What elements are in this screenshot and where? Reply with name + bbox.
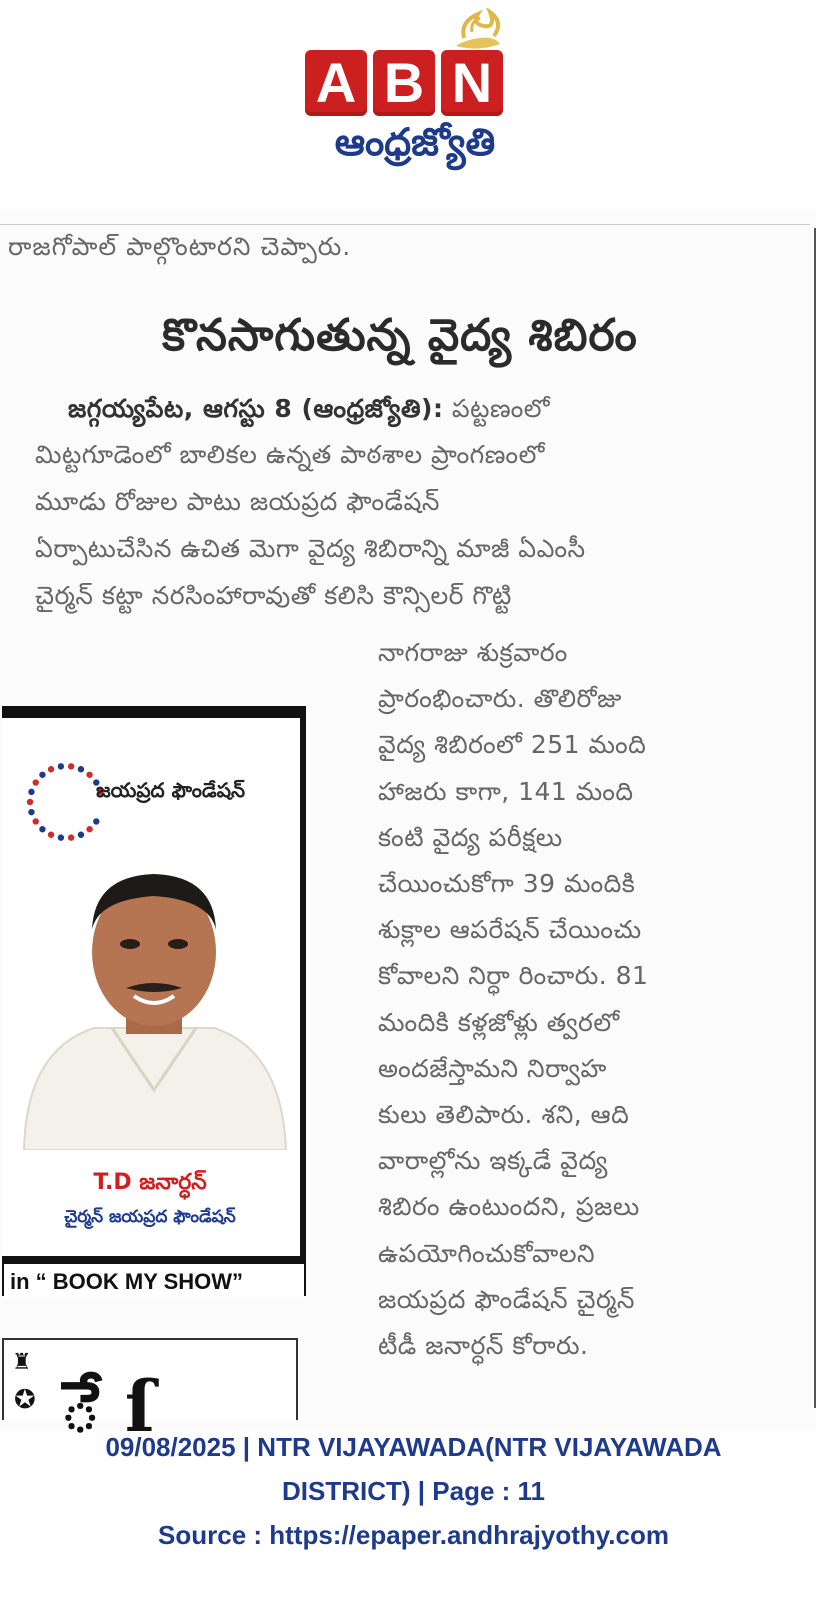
article-column-line: హాజరు కాగా, 141 మంది [378, 777, 634, 806]
article-column-line: ఉపయోగించుకోవాలని [378, 1239, 596, 1268]
logo-dot [27, 799, 33, 805]
article-column-line: అందజేస్తామని నిర్వాహ [378, 1054, 607, 1083]
logo-dot [28, 789, 34, 795]
star-badge-icon: ✪ [14, 1385, 36, 1415]
logo-dot [86, 772, 92, 778]
article-column-line: వారాల్లోను ఇక్కడే వైద్య [378, 1146, 608, 1175]
chairman-portrait-icon [14, 860, 294, 1150]
article-line: చైర్మన్ కట్టా నరసింహారావుతో కలిసి కౌన్సిలర్ గొట్టి [35, 581, 512, 610]
bookmyshow-strip: in “ BOOK MY SHOW” [4, 1262, 304, 1298]
clipping-top-edge [0, 224, 810, 225]
article-column-line: కంటి వైద్య పరీక్షలు [378, 823, 563, 852]
lamp-flame-icon [450, 8, 506, 52]
logo-dot [58, 763, 64, 769]
clipping-right-edge [814, 228, 816, 1408]
logo-dot [78, 832, 84, 838]
logo-dot [33, 818, 39, 824]
article-column-line: కోవాలని నిర్ధా రించారు. 81 [378, 961, 649, 990]
article-line: ఏర్పాటుచేసిన ఉచిత మెగా వైద్య శిబిరాన్ని మాజీ ఏఎంసీ [35, 534, 586, 563]
advert-foundation-name: జయప్రద ఫౌండేషన్ [96, 778, 246, 802]
logo-dot [86, 826, 92, 832]
footer-date-edition: 09/08/2025 | NTR VIJAYAWADA(NTR VIJAYAWADA [105, 1432, 722, 1462]
second-advert-lettering: ే ſ [60, 1365, 155, 1448]
article-column-line: జయప్రద ఫౌండేషన్ చైర్మన్ [378, 1285, 635, 1314]
article-column-line: చేయించుకోగా 39 మందికి [378, 869, 636, 898]
logo-dot [68, 834, 74, 840]
logo-letter-n: N [441, 50, 503, 116]
article-first-line-rest: పట్టణంలో [451, 394, 551, 423]
article-first-line [68, 394, 550, 430]
article-headline: కొనసాగుతున్న వైద్య శిబిరం [162, 310, 638, 361]
logo-dot [39, 772, 45, 778]
advert-person-name: T.D జనార్ధన్ [93, 1170, 207, 1195]
article-line: మూడు రోజుల పాటు జయప్రద ఫౌండేషన్ [35, 487, 440, 516]
footer-district-page: DISTRICT) | Page : 11 [282, 1476, 545, 1506]
article-column-line: కులు తెలిపారు. శని, ఆది [378, 1100, 630, 1129]
article-column-line: మందికి కళ్లజోళ్లు త్వరలో [378, 1008, 620, 1037]
logo-dot [33, 779, 39, 785]
logo-dot [58, 834, 64, 840]
logo-dot [78, 766, 84, 772]
logo-dot [93, 818, 99, 824]
article-dateline: జగ్గయ్యపేట, ఆగస్టు 8 (ఆంధ్రజ్యోతి): [68, 394, 444, 423]
previous-article-line: రాజగోపాల్ పాల్గొంటారని చెప్పారు. [8, 232, 352, 261]
logo-letter-b: B [373, 50, 435, 116]
article-column-line: శిబిరం ఉంటుందని, ప్రజలు [378, 1192, 640, 1221]
article-line: మిట్టగూడెంలో బాలికల ఉన్నత పాఠశాల ప్రాంగణంలో [35, 440, 545, 469]
article-column-line: టీడీ జనార్ధన్ కోరారు. [378, 1331, 589, 1360]
article-column-line: నాగరాజు శుక్రవారం [378, 638, 568, 667]
masthead-logo [300, 8, 530, 183]
chess-rook-icon: ♜ [12, 1350, 32, 1375]
logo-dot [39, 826, 45, 832]
logo-dot [48, 832, 54, 838]
article-column-line: శుక్లాల ఆపరేషన్ చేయించు [378, 915, 642, 944]
logo-dot [48, 766, 54, 772]
advert-person-title: చైర్మన్ జయప్రద ఫౌండేషన్ [64, 1207, 236, 1227]
masthead-subtitle: ఆంధ్రజ్యోతి [334, 120, 496, 164]
article-column-line: వైద్య శిబిరంలో 251 మంది [378, 730, 647, 759]
logo-dot [68, 763, 74, 769]
footer-source-link[interactable]: Source : https://epaper.andhrajyothy.com [158, 1520, 669, 1550]
logo-letter-a: A [305, 50, 367, 116]
logo-dot [28, 809, 34, 815]
article-column-line: ప్రారంభించారు. తొలిరోజు [378, 684, 622, 713]
